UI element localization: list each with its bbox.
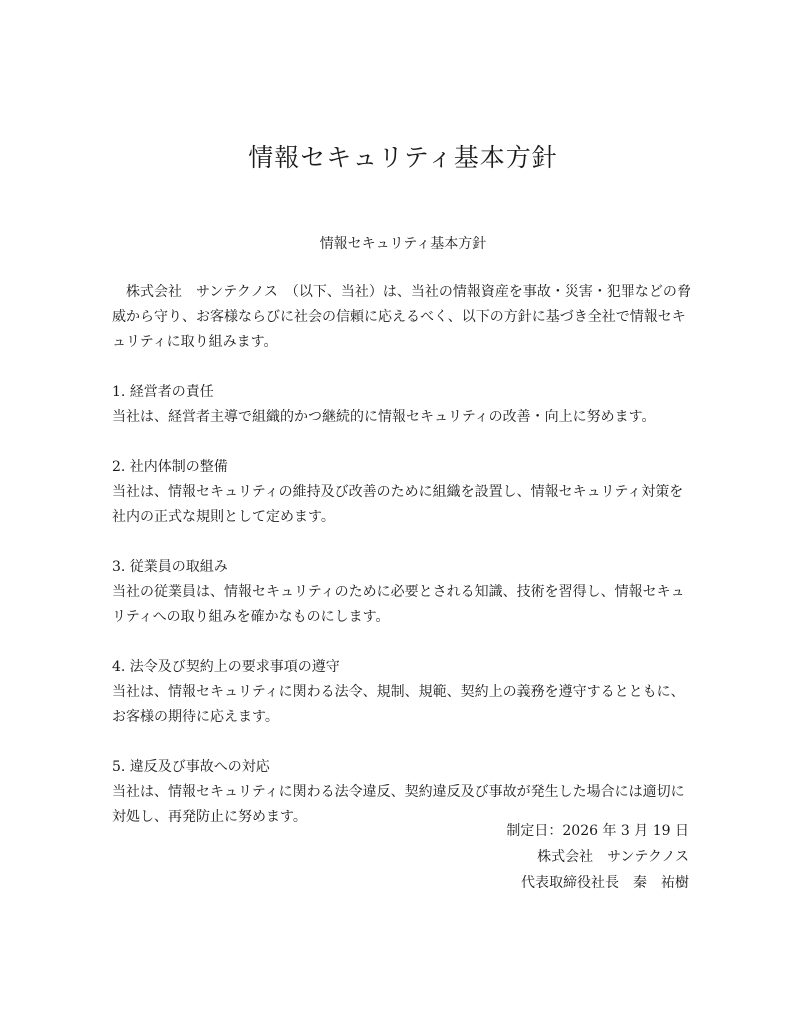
section-text: 当社は、情報セキュリティに関わる法令違反、契約違反及び事故が発生した場合には適切に対処し、再発防止に努めます。	[112, 784, 685, 825]
section-2	[112, 455, 694, 530]
section-heading: 2. 社内体制の整備	[112, 459, 228, 475]
section-3	[112, 555, 694, 630]
section-heading: 5. 違反及び事故への対応	[112, 759, 270, 775]
signature-block	[506, 818, 689, 896]
document-body	[112, 280, 694, 830]
section-1	[112, 380, 694, 430]
page-title: 情報セキュリティ基本方針	[248, 143, 558, 172]
section-text: 当社の従業員は、情報セキュリティのために必要とされる知識、技術を習得し、情報セキュリティへの取り組みを確かなものにします。	[112, 584, 685, 625]
representative-name: 代表取締役社長 秦 祐樹	[521, 875, 689, 891]
section-heading: 3. 従業員の取組み	[112, 559, 228, 575]
section-text: 当社は、経営者主導で組織的かつ継続的に情報セキュリティの改善・向上に努めます。	[112, 409, 656, 425]
section-text: 当社は、情報セキュリティに関わる法令、規制、規範、契約上の義務を遵守するとともに、お客様の期待に応えます。	[112, 684, 685, 725]
enactment-date: 制定日：2026 年 3 月 19 日	[506, 823, 689, 839]
intro-paragraph: 株式会社 サンテクノス （以下、当社）は、当社の情報資産を事故・災害・犯罪などの脅威から守り、お客様ならびに社会の信頼に応えるべく、以下の方針に基づき全社で情報セキュリティに取り組みます。	[112, 284, 691, 350]
section-4	[112, 655, 694, 730]
page-subtitle: 情報セキュリティ基本方針	[319, 236, 487, 252]
section-text: 当社は、情報セキュリティの維持及び改善のために組織を設置し、情報セキュリティ対策を社内の正式な規則として定めます。	[112, 484, 684, 525]
section-heading: 4. 法令及び契約上の要求事項の遵守	[112, 659, 340, 675]
section-heading: 1. 経営者の責任	[112, 384, 214, 400]
company-name: 株式会社 サンテクノス	[537, 849, 689, 865]
